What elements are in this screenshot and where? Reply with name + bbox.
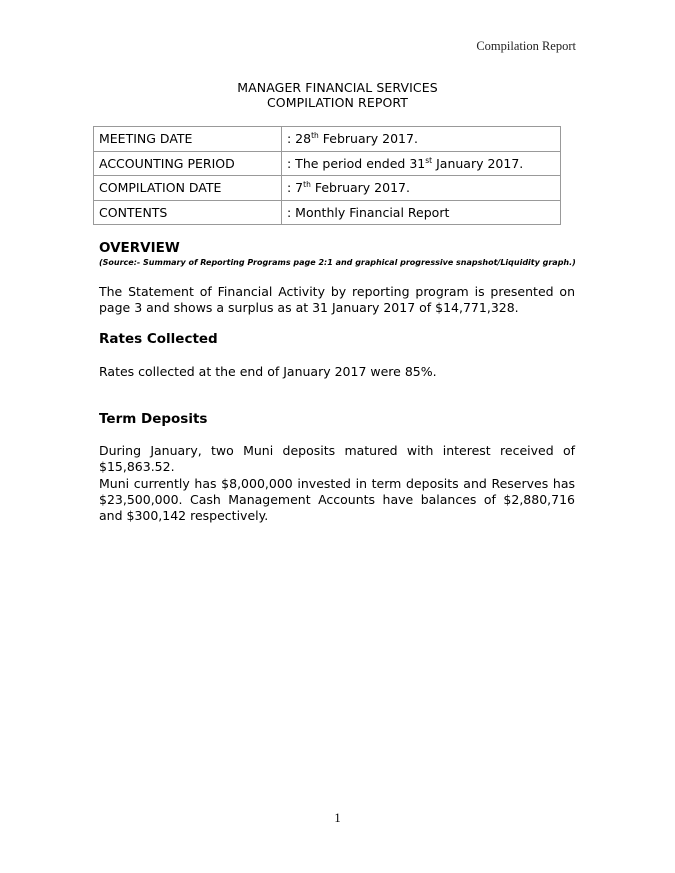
meeting-date-label: MEETING DATE — [94, 127, 282, 152]
table-row — [94, 176, 561, 201]
running-header: Compilation Report — [476, 39, 576, 53]
term-deposits-heading: Term Deposits — [99, 411, 208, 427]
overview-heading: OVERVIEW — [99, 240, 180, 256]
term-deposits-paragraph-2: Muni currently has $8,000,000 invested in term deposits and Reserves has $23,500,000. Cash Management Accounts have balances of $2,880,716 and $300,142 respectively. — [99, 476, 575, 523]
term-deposits-paragraph-1: During January, two Muni deposits matured with interest received of $15,863.52. — [99, 443, 575, 474]
compilation-date-value: : 7th February 2017. — [282, 176, 561, 201]
contents-label: CONTENTS — [94, 200, 282, 225]
accounting-period-label: ACCOUNTING PERIOD — [94, 151, 282, 176]
title-line-2: COMPILATION REPORT — [266, 95, 409, 110]
accounting-period-value: : The period ended 31st January 2017. — [282, 151, 561, 176]
page-number: 1 — [334, 811, 341, 825]
compilation-date-label: COMPILATION DATE — [94, 176, 282, 201]
contents-value: : Monthly Financial Report — [282, 200, 561, 225]
report-title — [0, 80, 675, 110]
overview-source-note: (Source:- Summary of Reporting Programs page 2:1 and graphical progressive snapshot/Liquidity graph.) — [99, 258, 576, 267]
meeting-date-value: : 28th February 2017. — [282, 127, 561, 152]
rates-collected-paragraph: Rates collected at the end of January 2017 were 85%. — [99, 364, 437, 379]
title-line-1: MANAGER FINANCIAL SERVICES — [237, 80, 438, 95]
details-table — [93, 126, 561, 225]
table-row — [94, 127, 561, 152]
table-row — [94, 151, 561, 176]
overview-paragraph: The Statement of Financial Activity by reporting program is presented on page 3 and shows a surplus as at 31 January 2017 of $14,771,328. — [99, 284, 575, 315]
table-row — [94, 200, 561, 225]
rates-collected-heading: Rates Collected — [99, 331, 218, 347]
